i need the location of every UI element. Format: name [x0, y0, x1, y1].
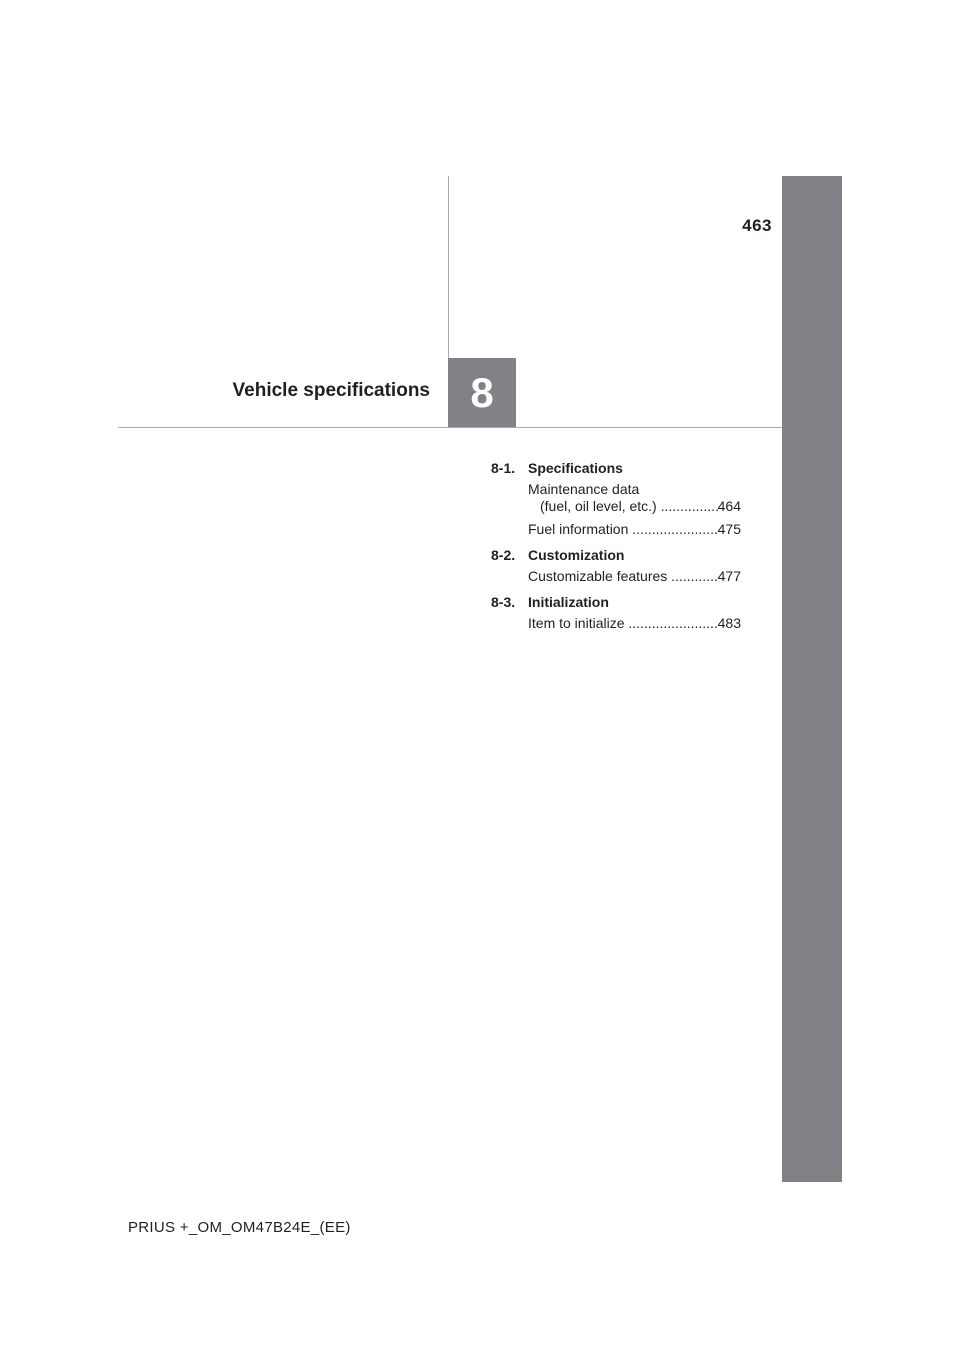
entry-title: Customizable features .....	[528, 568, 718, 585]
chapter-number-box	[448, 358, 516, 427]
horizontal-rule	[118, 427, 782, 428]
toc-section	[491, 547, 741, 585]
entry-page: 483	[717, 615, 741, 631]
page-number: 463	[742, 216, 772, 235]
toc-entry[interactable]	[528, 568, 741, 585]
chapter-title: Vehicle specifications	[232, 380, 430, 401]
toc-section-heading[interactable]	[491, 547, 741, 564]
entry-title-line: Maintenance data	[528, 481, 640, 497]
chapter-number: 8	[470, 368, 494, 416]
chapter-side-tab	[782, 176, 842, 1182]
section-number: 8-3.	[491, 594, 516, 610]
toc-entry[interactable]	[491, 481, 741, 515]
entry-title: (fuel, oil level, etc.) .....	[540, 498, 718, 515]
section-title: Specifications	[528, 460, 623, 476]
toc-entry[interactable]	[528, 615, 741, 632]
toc-section-heading[interactable]	[491, 460, 741, 477]
vertical-rule	[448, 176, 449, 358]
document-footer: PRIUS +_OM_OM47B24E_(EE)	[128, 1219, 351, 1236]
toc-section	[491, 594, 741, 632]
entry-page: 477	[717, 568, 741, 584]
section-title: Customization	[528, 547, 625, 563]
toc-entry[interactable]	[528, 521, 741, 538]
entry-page: 475	[717, 521, 741, 537]
table-of-contents	[491, 460, 741, 632]
section-title: Initialization	[528, 594, 609, 610]
toc-section	[491, 460, 741, 538]
section-number: 8-2.	[491, 547, 516, 563]
entry-title: Item to initialize .....	[528, 615, 718, 632]
toc-section-heading[interactable]	[491, 594, 741, 611]
entry-title: Fuel information .....	[528, 521, 718, 538]
entry-page: 464	[717, 498, 741, 514]
section-number: 8-1.	[491, 460, 516, 476]
